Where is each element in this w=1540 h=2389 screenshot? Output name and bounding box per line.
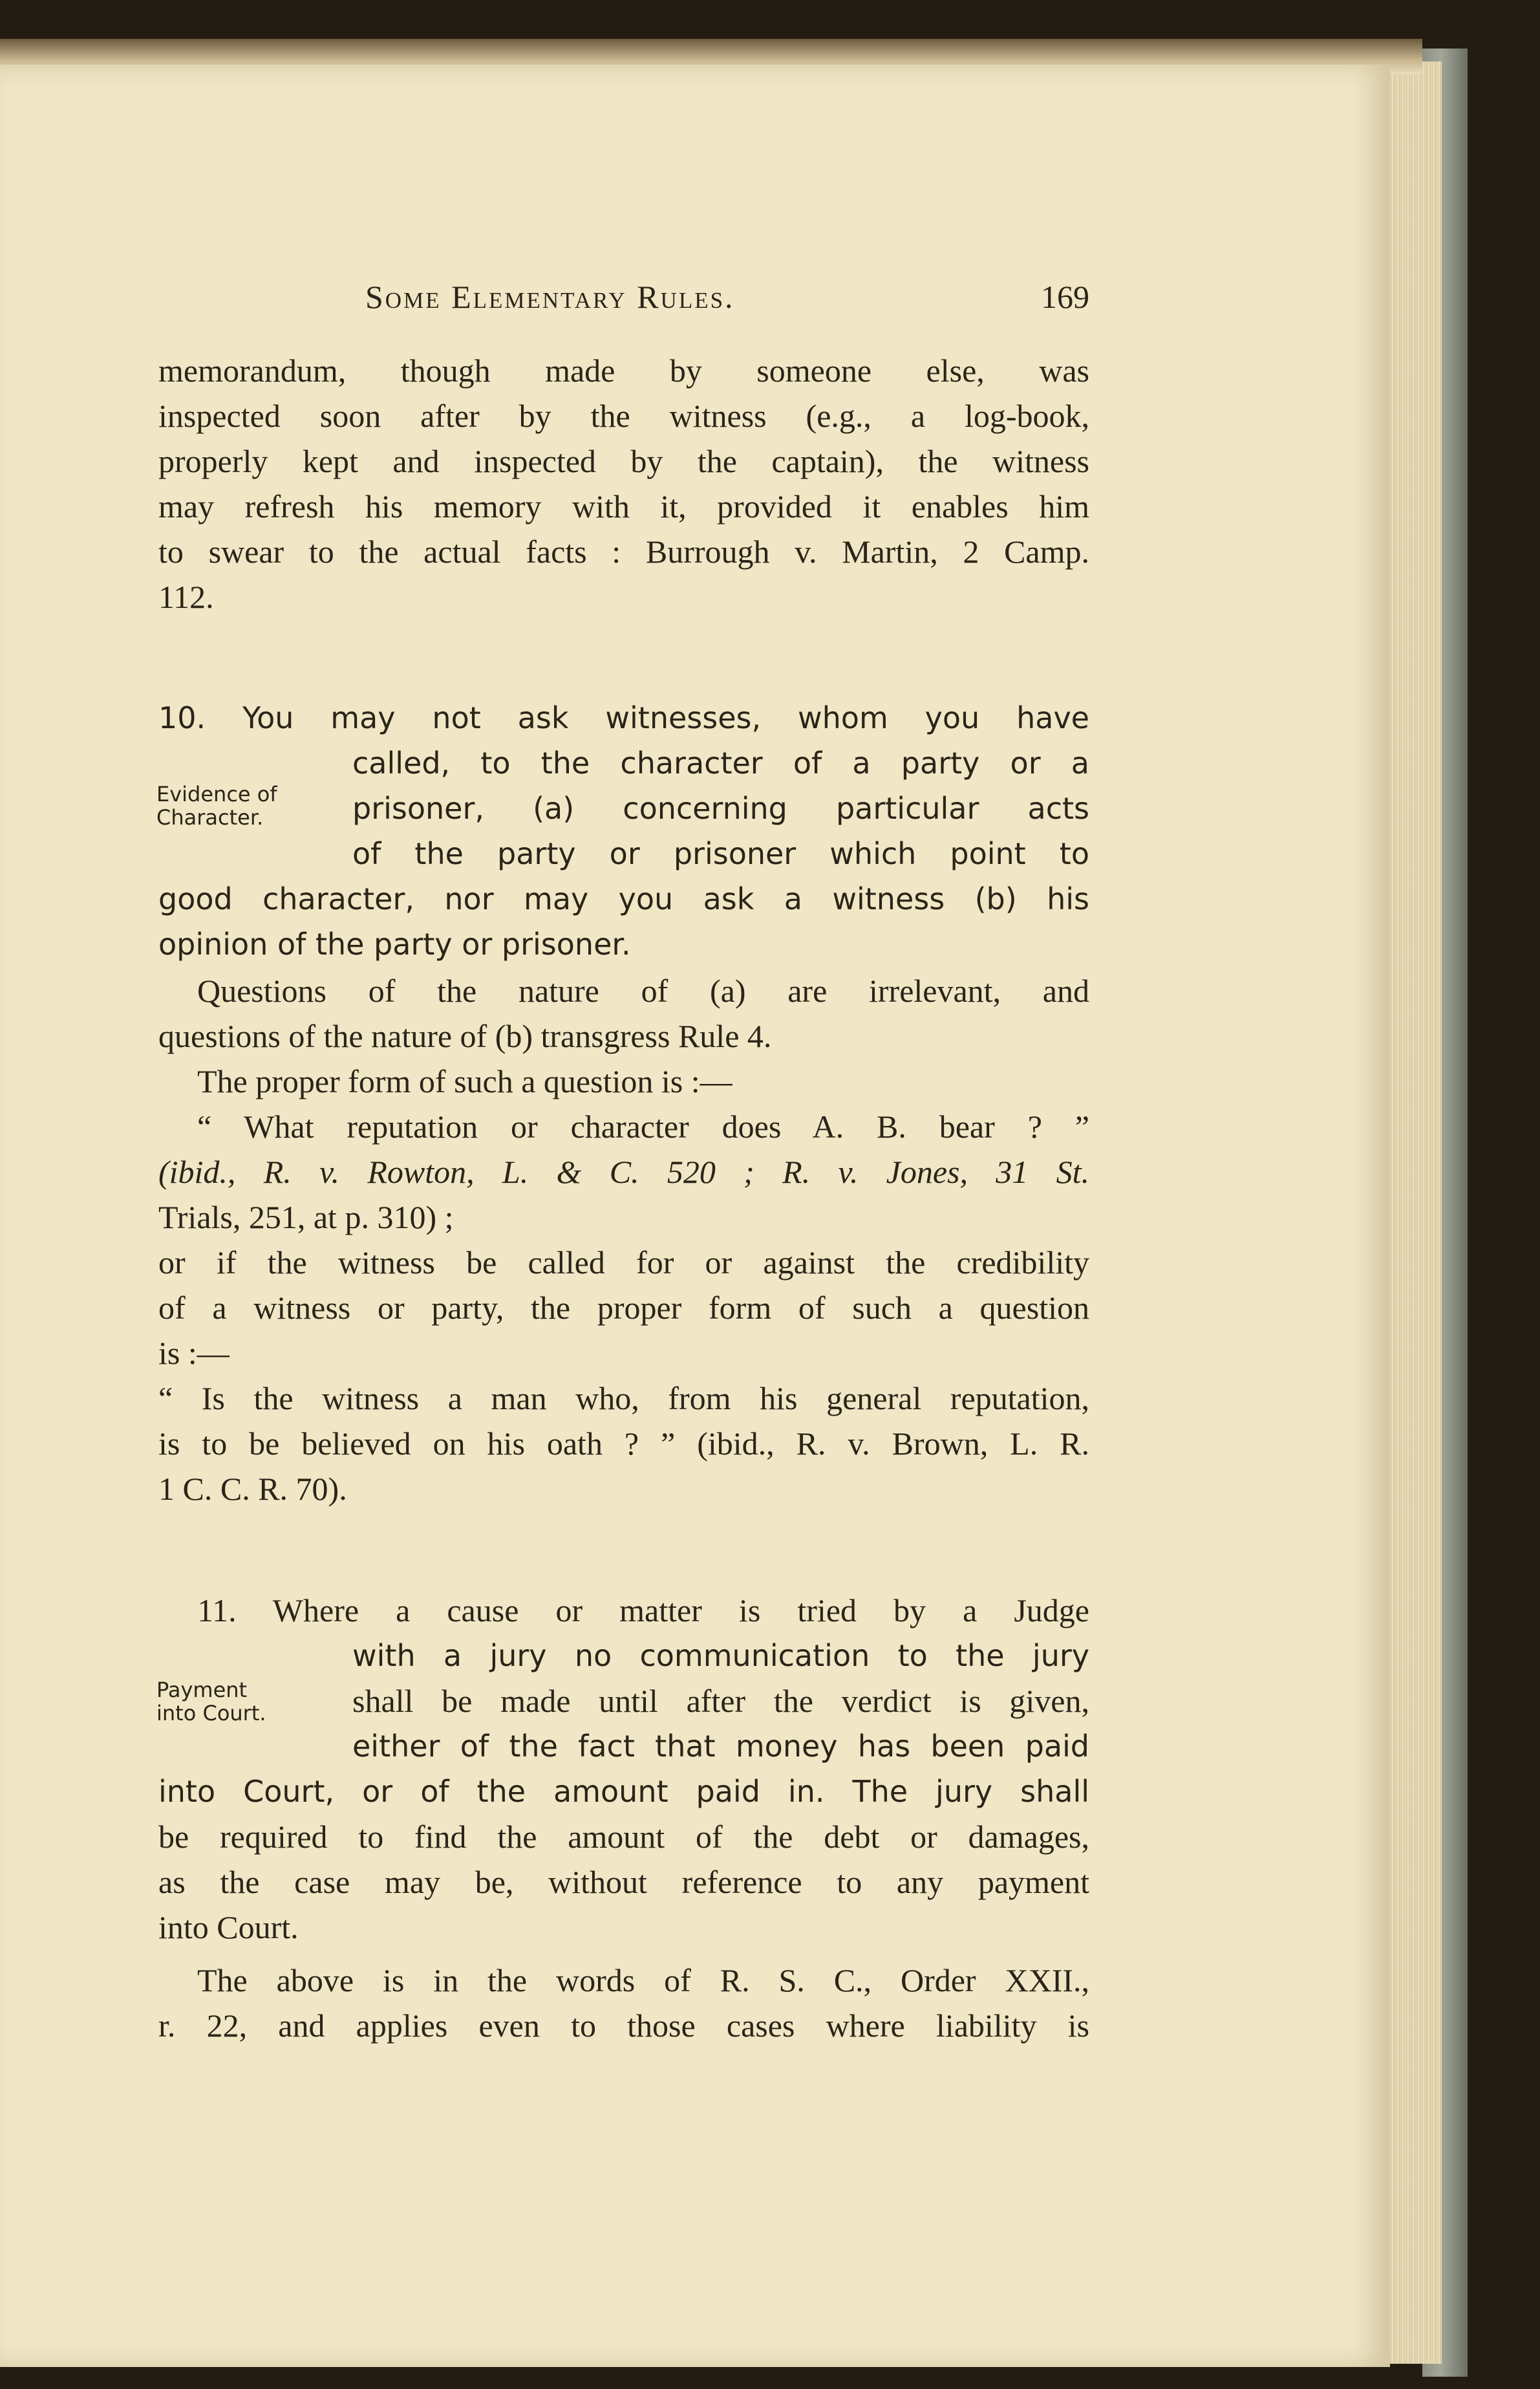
commentary-line: “ What reputation or character does A. B. bear ? ” [197,1108,1089,1145]
rule-11-line: with a jury no communication to the jury [352,1638,1089,1673]
commentary-line: The above is in the words of R. S. C., Order XXII., [197,1962,1089,1998]
margin-note-evidence-of-character [156,783,277,829]
commentary-line: questions of the nature of (b) transgress Rule 4. [158,1018,772,1054]
para-line: may refresh his memory with it, provided it enables him [158,488,1089,524]
page-number: 169 [1041,279,1089,315]
para-line: memorandum, though made by someone else, was [158,352,1089,389]
rule-11-line: be required to find the amount of the debt or damages, [158,1819,1089,1855]
rule-11-line: shall be made until after the verdict is given, [352,1683,1089,1719]
margin-note-line: Character. [156,805,264,830]
rule-11-line: 11. Where a cause or matter is tried by a Judge [197,1592,1089,1628]
running-title: Some Elementary Rules. [365,279,735,315]
rule-11-line: into Court. [158,1909,299,1945]
rule-11-line: either of the fact that money has been paid [352,1729,1089,1764]
commentary-line: of a witness or party, the proper form of such a question [158,1290,1089,1326]
running-header [365,278,1089,316]
rule-10-line: prisoner, (a) concerning particular acts [352,791,1089,826]
commentary-line: r. 22, and applies even to those cases where liability is [158,2007,1089,2044]
commentary-line: is :— [158,1335,230,1371]
margin-note-line: Evidence of [156,782,277,806]
margin-note-payment-into-court [156,1678,266,1725]
commentary-line: or if the witness be called for or against the credibility [158,1244,1089,1281]
rule-10-line: of the party or prisoner which point to [352,836,1089,871]
para-line: 112. [158,579,214,615]
commentary-line: The proper form of such a question is :— [197,1063,733,1099]
rule-10-line: called, to the character of a party or a [352,746,1089,781]
rule-11-line: as the case may be, without reference to any payment [158,1864,1089,1900]
margin-note-line: Payment [156,1678,248,1702]
commentary-line: (ibid., R. v. Rowton, L. & C. 520 ; R. v. Jones, 31 St. [158,1154,1089,1190]
para-line: to swear to the actual facts : Burrough v. Martin, 2 Camp. [158,534,1089,570]
para-line: properly kept and inspected by the captain), the witness [158,443,1089,479]
rule-10-line: 10. You may not ask witnesses, whom you have [158,700,1089,735]
para-line: inspected soon after by the witness (e.g., a log-book, [158,398,1089,434]
commentary-line: “ Is the witness a man who, from his general reputation, [158,1380,1089,1416]
rule-10-line: good character, nor may you ask a witness (b) his [158,881,1089,916]
commentary-line: Questions of the nature of (a) are irrelevant, and [197,973,1089,1009]
commentary-line: is to be believed on his oath ? ” (ibid., R. v. Brown, L. R. [158,1425,1089,1462]
commentary-line: 1 C. C. R. 70). [158,1471,347,1507]
rule-11-line: into Court, or of the amount paid in. The jury shall [158,1774,1089,1809]
commentary-line: Trials, 251, at p. 310) ; [158,1199,454,1235]
margin-note-line: into Court. [156,1701,266,1725]
rule-10-line: opinion of the party or prisoner. [158,927,631,962]
